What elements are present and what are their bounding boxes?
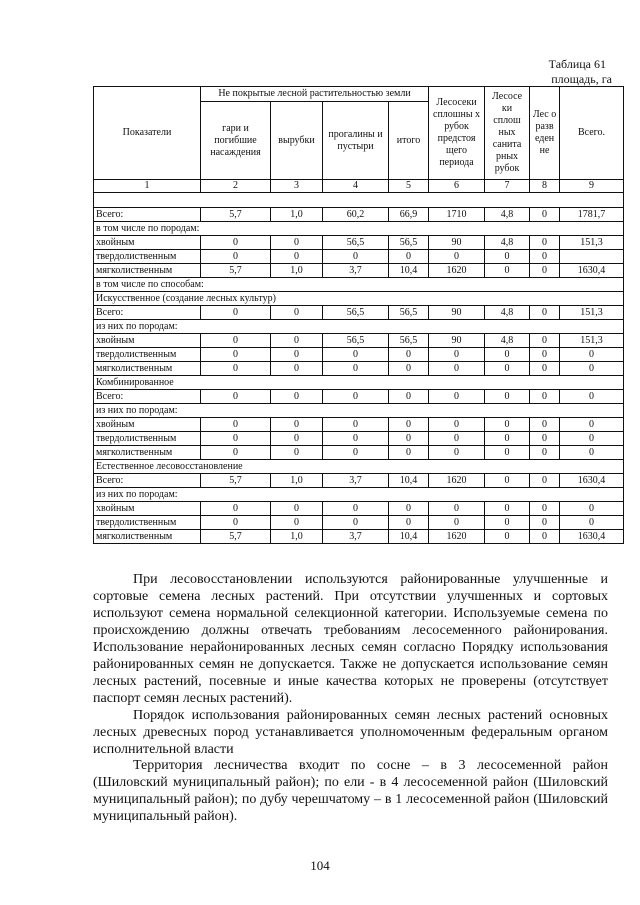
- table-cell: 0: [530, 236, 560, 250]
- row-label: хвойным: [94, 418, 201, 432]
- table-cell: 0: [530, 264, 560, 278]
- table-cell: 1620: [429, 264, 485, 278]
- table-cell: 0: [323, 250, 389, 264]
- table-cell: 90: [429, 334, 485, 348]
- section-label: Комбинированное: [94, 376, 624, 390]
- table-cell: 0: [560, 446, 624, 460]
- table-cell: 56,5: [389, 306, 429, 320]
- table-cell: 151,3: [560, 236, 624, 250]
- table-cell: 0: [323, 516, 389, 530]
- table-cell: 0: [530, 306, 560, 320]
- table-cell: 0: [201, 390, 271, 404]
- table-row: [94, 418, 624, 432]
- table-cell: 5,7: [201, 474, 271, 488]
- table-cell: 0: [271, 362, 323, 376]
- header-sanitary: Лесосе ки сплош ных санита рных рубок: [485, 87, 530, 180]
- table-cell: 0: [271, 390, 323, 404]
- table-cell: 10,4: [389, 530, 429, 544]
- table-cell: 0: [323, 348, 389, 362]
- column-number: 1: [94, 180, 201, 193]
- table-cell: 0: [429, 502, 485, 516]
- column-number: 8: [530, 180, 560, 193]
- section-label: Естественное лесовосстановление: [94, 460, 624, 474]
- section-label: Искусственное (создание лесных культур): [94, 292, 624, 306]
- row-label: твердолиственным: [94, 348, 201, 362]
- row-label: хвойным: [94, 334, 201, 348]
- table-cell: 0: [530, 418, 560, 432]
- table-cell: 151,3: [560, 306, 624, 320]
- table-cell: 4,8: [485, 306, 530, 320]
- table-cell: 0: [530, 474, 560, 488]
- table-cell: 0: [530, 502, 560, 516]
- table-cell: 0: [271, 446, 323, 460]
- table-cell: 0: [201, 432, 271, 446]
- column-number: 2: [201, 180, 271, 193]
- table-cell: 0: [530, 348, 560, 362]
- table-cell: 0: [485, 264, 530, 278]
- table-row: [94, 334, 624, 348]
- table-cell: 0: [201, 516, 271, 530]
- header-indicator: Показатели: [94, 87, 201, 180]
- table-cell: 0: [389, 418, 429, 432]
- header-clear-cut: Лесосеки сплошны х рубок предстоя щего периода: [429, 87, 485, 180]
- table-cell: 0: [530, 446, 560, 460]
- table-cell: 0: [530, 334, 560, 348]
- row-label: Всего:: [94, 306, 201, 320]
- table-cell: 5,7: [201, 264, 271, 278]
- table-cell: 1620: [429, 530, 485, 544]
- table-cell: 0: [323, 432, 389, 446]
- table-cell: 0: [485, 432, 530, 446]
- table-cell: 0: [389, 502, 429, 516]
- column-number: 4: [323, 180, 389, 193]
- table-row: [94, 306, 624, 320]
- column-number: 3: [271, 180, 323, 193]
- table-cell: 56,5: [389, 236, 429, 250]
- table-cell: 0: [530, 208, 560, 222]
- table-cell: 0: [485, 446, 530, 460]
- section-row: [94, 320, 624, 334]
- table-cell: 0: [429, 250, 485, 264]
- section-row: [94, 404, 624, 418]
- table-cell: 0: [389, 432, 429, 446]
- table-cell: 0: [560, 516, 624, 530]
- page-number: 104: [310, 858, 330, 873]
- table-cell: 0: [201, 362, 271, 376]
- table-cell: 60,2: [323, 208, 389, 222]
- table-cell: 3,7: [323, 530, 389, 544]
- table-cell: 0: [323, 390, 389, 404]
- table-cell: 0: [485, 362, 530, 376]
- table-cell: 0: [271, 348, 323, 362]
- column-numbers-row: [94, 180, 624, 193]
- paragraph-seeds: При лесовосстановлении используются районированные улучшенные и сортовые семена лесных растений. При отсутствии улучшенных и сортовых используют семена нормальной селекционной категории. Используемые семена по происхождению должны отвечать требованиям лесосеменного районирования. Использование нерайонированных лесных семян согласно Порядку использования районированных семян не допускается. Также не допускается использование семян лесных растений, посевные и иные качества которых не проверены (отсутствует паспорт семян лесных растений).: [93, 572, 608, 706]
- table-cell: 0: [560, 362, 624, 376]
- table-row: [94, 502, 624, 516]
- column-number: 7: [485, 180, 530, 193]
- table-cell: 0: [271, 306, 323, 320]
- row-label: хвойным: [94, 236, 201, 250]
- row-label: хвойным: [94, 502, 201, 516]
- table-cell: 0: [201, 502, 271, 516]
- table-cell: 56,5: [323, 306, 389, 320]
- table-cell: 1630,4: [560, 474, 624, 488]
- table-cell: 0: [271, 516, 323, 530]
- row-label: твердолиственным: [94, 432, 201, 446]
- table-cell: 0: [271, 432, 323, 446]
- table-cell: 0: [485, 474, 530, 488]
- table-cell: 0: [485, 348, 530, 362]
- table-cell: 0: [389, 516, 429, 530]
- reforestation-table: [93, 86, 624, 544]
- table-cell: 0: [530, 516, 560, 530]
- table-cell: 0: [560, 390, 624, 404]
- section-label: в том числе по породам:: [94, 222, 624, 236]
- section-label: в том числе по способам:: [94, 278, 624, 292]
- table-cell: 0: [271, 502, 323, 516]
- table-row: [94, 446, 624, 460]
- table-row: [94, 516, 624, 530]
- row-label: твердолиственным: [94, 516, 201, 530]
- table-cell: 10,4: [389, 474, 429, 488]
- table-cell: 10,4: [389, 264, 429, 278]
- header-glades: прогалины и пустыри: [323, 102, 389, 180]
- column-number: 5: [389, 180, 429, 193]
- table-cell: 3,7: [323, 474, 389, 488]
- table-cell: 0: [323, 502, 389, 516]
- section-label: из них по породам:: [94, 488, 624, 502]
- header-total-uncovered: итого: [389, 102, 429, 180]
- table-cell: 0: [560, 348, 624, 362]
- table-cell: 0: [429, 390, 485, 404]
- table-cell: 0: [485, 250, 530, 264]
- column-number: 9: [560, 180, 624, 193]
- header-burns: гари и погибшие насаждения: [201, 102, 271, 180]
- table-cell: 0: [485, 390, 530, 404]
- table-cell: 3,7: [323, 264, 389, 278]
- section-row: [94, 222, 624, 236]
- table-cell: 0: [429, 516, 485, 530]
- table-cell: 0: [485, 530, 530, 544]
- row-label: мягколиственным: [94, 362, 201, 376]
- table-cell: 1710: [429, 208, 485, 222]
- table-cell: 0: [429, 362, 485, 376]
- table-cell: 0: [429, 446, 485, 460]
- table-cell: 0: [271, 334, 323, 348]
- table-cell: 0: [389, 390, 429, 404]
- table-cell: 0: [530, 390, 560, 404]
- table-cell: 0: [323, 362, 389, 376]
- section-row: [94, 292, 624, 306]
- table-cell: 1630,4: [560, 264, 624, 278]
- section-row: [94, 488, 624, 502]
- table-cell: 56,5: [389, 334, 429, 348]
- table-cell: 56,5: [323, 236, 389, 250]
- spacer-cell: [94, 193, 624, 208]
- header-group-uncovered: Не покрытые лесной растительностью земли: [201, 87, 429, 102]
- table-cell: 0: [201, 250, 271, 264]
- table-cell: 0: [560, 502, 624, 516]
- table-row: [94, 208, 624, 222]
- table-cell: 0: [530, 250, 560, 264]
- header-grand-total: Всего.: [560, 87, 624, 180]
- table-body: [94, 208, 624, 544]
- table-cell: 0: [323, 418, 389, 432]
- table-cell: 0: [201, 348, 271, 362]
- spacer-row: [94, 193, 624, 208]
- table-cell: 0: [560, 418, 624, 432]
- table-row: [94, 530, 624, 544]
- column-number: 6: [429, 180, 485, 193]
- table-cell: 0: [389, 348, 429, 362]
- table-cell: 4,8: [485, 334, 530, 348]
- section-label: из них по породам:: [94, 320, 624, 334]
- table-row: [94, 348, 624, 362]
- table-cell: 1,0: [271, 530, 323, 544]
- table-row: [94, 432, 624, 446]
- table-cell: 0: [429, 432, 485, 446]
- table-cell: 90: [429, 236, 485, 250]
- table-cell: 0: [389, 446, 429, 460]
- section-row: [94, 460, 624, 474]
- header-not-cultivated: Лес о разв еден не: [530, 87, 560, 180]
- paragraph-procedure: Порядок использования районированных семян лесных растений основных лесных древесных пород устанавливается уполномоченным федеральным органом исполнительной власти: [93, 708, 608, 757]
- table-cell: 56,5: [323, 334, 389, 348]
- table-cell: 0: [323, 446, 389, 460]
- table-cell: 0: [201, 236, 271, 250]
- table-number-caption: Таблица 61: [548, 57, 606, 71]
- table-cell: 5,7: [201, 208, 271, 222]
- table-row: [94, 250, 624, 264]
- table-cell: 66,9: [389, 208, 429, 222]
- table-row: [94, 264, 624, 278]
- paragraph-seed-zones: Территория лесничества входит по сосне – в 3 лесосеменной район (Шиловский муниципальный район); по ели - в 4 лесосеменной район (Шиловский муниципальный район); по дубу черешчатому – в 1 лесосеменной район (Шиловский муниципальный район).: [93, 758, 608, 824]
- table-cell: 0: [485, 502, 530, 516]
- row-label: Всего:: [94, 474, 201, 488]
- table-cell: 0: [201, 418, 271, 432]
- table-cell: 0: [429, 348, 485, 362]
- table-cell: 0: [429, 418, 485, 432]
- table-cell: 0: [485, 516, 530, 530]
- table-cell: 90: [429, 306, 485, 320]
- table-cell: 0: [530, 432, 560, 446]
- table-cell: 151,3: [560, 334, 624, 348]
- table-cell: 0: [389, 362, 429, 376]
- table-cell: 0: [271, 236, 323, 250]
- header-cuttings: вырубки: [271, 102, 323, 180]
- table-cell: 1620: [429, 474, 485, 488]
- row-label: твердолиственным: [94, 250, 201, 264]
- table-cell: 0: [271, 418, 323, 432]
- table-row: [94, 390, 624, 404]
- section-label: из них по породам:: [94, 404, 624, 418]
- row-label: Всего:: [94, 390, 201, 404]
- table-cell: 5,7: [201, 530, 271, 544]
- table-row: [94, 236, 624, 250]
- table-row: [94, 474, 624, 488]
- table-cell: 4,8: [485, 208, 530, 222]
- section-row: [94, 376, 624, 390]
- table-cell: 0: [389, 250, 429, 264]
- table-row: [94, 362, 624, 376]
- table-cell: 0: [201, 306, 271, 320]
- row-label: Всего:: [94, 208, 201, 222]
- table-cell: 0: [530, 362, 560, 376]
- table-cell: 0: [560, 432, 624, 446]
- table-cell: 0: [201, 334, 271, 348]
- table-cell: 1,0: [271, 474, 323, 488]
- section-row: [94, 278, 624, 292]
- table-cell: 1,0: [271, 208, 323, 222]
- table-cell: 0: [530, 530, 560, 544]
- table-cell: 0: [271, 250, 323, 264]
- row-label: мягколиственным: [94, 264, 201, 278]
- table-cell: 0: [485, 418, 530, 432]
- units-caption: площадь, га: [551, 72, 612, 86]
- table-cell: [560, 250, 624, 264]
- table-cell: 0: [201, 446, 271, 460]
- table-cell: 1781,7: [560, 208, 624, 222]
- row-label: мягколиственным: [94, 530, 201, 544]
- table-cell: 1630,4: [560, 530, 624, 544]
- table-cell: 1,0: [271, 264, 323, 278]
- table-cell: 4,8: [485, 236, 530, 250]
- row-label: мягколиственным: [94, 446, 201, 460]
